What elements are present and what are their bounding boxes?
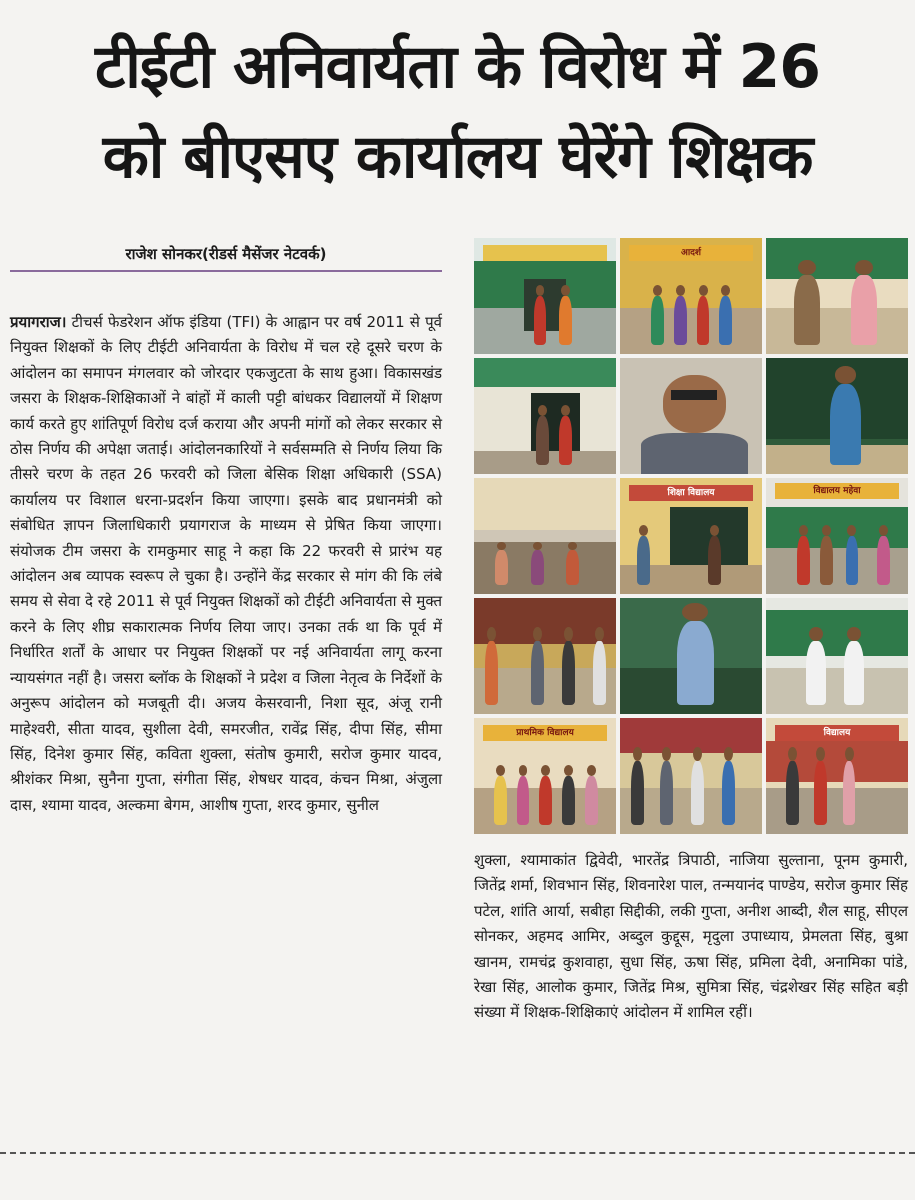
article-body-right: शुक्ला, श्यामाकांत द्विवेदी, भारतेंद्र त्रिपाठी, नाजिया सुल्ताना, पूनम कुमारी, जितेंद्र शर्मा, शिवभान सिंह, शिवनारेश पाल, तन्मयानंद पाण्डेय, सरोज कुमार सिंह पटेल, शांति आर्या, सबीहा सिद्दीकी, लकी गुप्ता, अनीश आब्दी, शैल साहू, सीएल सोनकर, अहमद आमिर, अब्दुल कुद्दूस, मृदुला उपाध्याय, प्रेमलता सिंह, बुश्रा खानम, रामचंद्र कुशवाहा, सुधा सिंह, ऊषा सिंह, प्रमिला देवी, अनामिका पांडे, रेखा सिंह, आलोक कुमार, जितेंद्र मिश्र, सुमित्रा सिंह, चंद्रशेखर सिंह सहित बड़ी संख्या में शिक्षक-शिक्षिकाएं आंदोलन में शामिल रहीं। (474, 851, 908, 1022)
student-figure (531, 550, 544, 585)
photo-group-corridor (620, 718, 762, 834)
teacher-figure (820, 536, 833, 585)
teacher-figure (722, 761, 735, 825)
article-body-left: टीचर्स फेडरेशन ऑफ इंडिया (TFI) के आह्वान पर वर्ष 2011 से पूर्व नियुक्त शिक्षकों के लिए टीईटी अनिवार्यता के विरोध में चल रहे दूसरे चरण के आंदोलन का समापन मंगलवार को जोरदार एकजुटता के साथ हुआ। विकासखंड जसरा के शिक्षक-शिक्षिकाओं ने बांहों में काली पट्टी बांधकर विद्यालयों में शिक्षण कार्य करते हुए शांतिपूर्ण विरोध दर्ज कराया और अपनी मांगों को लेकर सरकार से ठोस निर्णय की अपेक्षा जताई। आंदोलनकारियों ने सर्वसम्मति से निर्णय लिया कि तीसरे चरण के तहत 26 फरवरी को जिला बेसिक शिक्षा अधिकारी (SSA) कार्यालय पर विशाल धरना-प्रदर्शन किया जाएगा। इसके बाद प्रधानमंत्री को संबोधित ज्ञापन जिलाधिकारी प्रयागराज के माध्यम से प्रेषित किया जाएगा। संयोजक टीम जसरा के रामकुमार साहू ने कहा कि 22 फरवरी से प्रारंभ यह आंदोलन अब व्यापक स्वरूप ले चुका है। उन्होंने केंद्र सरकार से मांग की कि लंबे समय से सेवा दे रहे 2011 से पूर्व नियुक्त शिक्षकों को टीईटी अनिवार्यता से मुक्त करने के लिए शीघ्र सकारात्मक निर्णय लिया जाए। उनका तर्क था कि पूर्व में निर्धारित शर्तों के आधार पर नियुक्त शिक्षकों पर नई अनिवार्यता लागू करना न्यायसंगत नहीं है। जसरा ब्लॉक के शिक्षकों ने प्रदेश व जिला नेतृत्व के निर्देशों के अनुरूप आंदोलन को मजबूती दी। अजय केसरवानी, निशा सूद, अंजू रानी माहेश्वरी, सीता यादव, सुशीला देवी, समरजीत, रावेंद्र सिंह, दीपा सिंह, सीमा सिंह, दिनेश कुमार सिंह, कविता शुक्ला, संतोष कुमारी, सरोज कुमार यादव, श्रीशंकर मिश्रा, सुनैना गुप्ता, संगीता सिंह, शेषधर यादव, कंचन मिश्रा, अंजुला दास, श्यामा यादव, अल्कमा बेगम, आशीष गुप्ता, शरद कुमार, सुनील (10, 313, 442, 814)
photo-group-school (620, 238, 762, 354)
teacher-figure (797, 536, 810, 585)
teacher-figure (844, 641, 864, 705)
headline-line-1: टीईटी अनिवार्यता के विरोध में 26 (95, 32, 820, 102)
teacher-figure (517, 776, 530, 825)
page-divider (0, 1152, 915, 1154)
article-column-right (474, 848, 908, 1026)
teacher-figure (562, 641, 575, 705)
teacher-figure (851, 275, 877, 345)
teacher-figure (485, 641, 498, 705)
photo-collage (474, 238, 910, 838)
photo-school-building-group (766, 478, 908, 594)
teacher-figure (846, 536, 859, 585)
teacher-figure (651, 296, 664, 345)
teacher-figure (536, 416, 549, 465)
teacher-figure (830, 384, 861, 465)
photo-teacher-selfie (620, 358, 762, 474)
teacher-figure (697, 296, 710, 345)
teacher-figure (539, 776, 552, 825)
photo-teacher-classroom (620, 598, 762, 714)
photo-classroom-doorway (474, 358, 616, 474)
photo-classroom-students (474, 478, 616, 594)
student-figure (566, 550, 579, 585)
photo-two-men-school (766, 598, 908, 714)
teacher-figure (593, 641, 606, 705)
headline-line-2: को बीएसए कार्यालय घेरेंगे शिक्षक (102, 122, 813, 192)
photo-teacher-blackboard (766, 358, 908, 474)
article-column-left (10, 310, 442, 818)
byline: राजेश सोनकर(रीडर्स मैसेंजर नेटवर्क) (10, 244, 442, 272)
teacher-figure (631, 761, 644, 825)
teacher-figure (877, 536, 890, 585)
teacher-figure (786, 761, 799, 825)
teacher-figure (843, 761, 856, 825)
headline (0, 22, 915, 202)
school-banner: आदर्श (629, 245, 754, 261)
teacher-figure (794, 275, 820, 345)
photo-male-teachers (474, 598, 616, 714)
teacher-figure (494, 776, 507, 825)
teacher-figure (719, 296, 732, 345)
photo-school-entrance (474, 238, 616, 354)
teacher-figure (708, 536, 721, 585)
photo-two-teachers (766, 238, 908, 354)
dateline-place: प्रयागराज। (10, 313, 67, 331)
school-banner: विद्यालय महेवा (775, 483, 900, 499)
teacher-figure (559, 296, 572, 345)
teacher-figure (637, 536, 650, 585)
teacher-figure (814, 761, 827, 825)
school-banner: प्राथमिक विद्यालय (483, 725, 608, 741)
photo-teachers-blackboard (620, 478, 762, 594)
photo-group-outdoor (474, 718, 616, 834)
teacher-figure (674, 296, 687, 345)
teacher-figure (531, 641, 544, 705)
school-banner (483, 245, 608, 261)
school-banner: शिक्षा विद्यालय (629, 485, 754, 501)
photo-teachers-veranda (766, 718, 908, 834)
teacher-figure (691, 761, 704, 825)
teacher-figure (677, 621, 714, 705)
teacher-figure (534, 296, 547, 345)
teacher-figure (806, 641, 826, 705)
teacher-figure (562, 776, 575, 825)
teacher-figure (660, 761, 673, 825)
school-banner: विद्यालय (775, 725, 900, 741)
teacher-figure (559, 416, 572, 465)
student-figure (495, 550, 508, 585)
teacher-figure (585, 776, 598, 825)
